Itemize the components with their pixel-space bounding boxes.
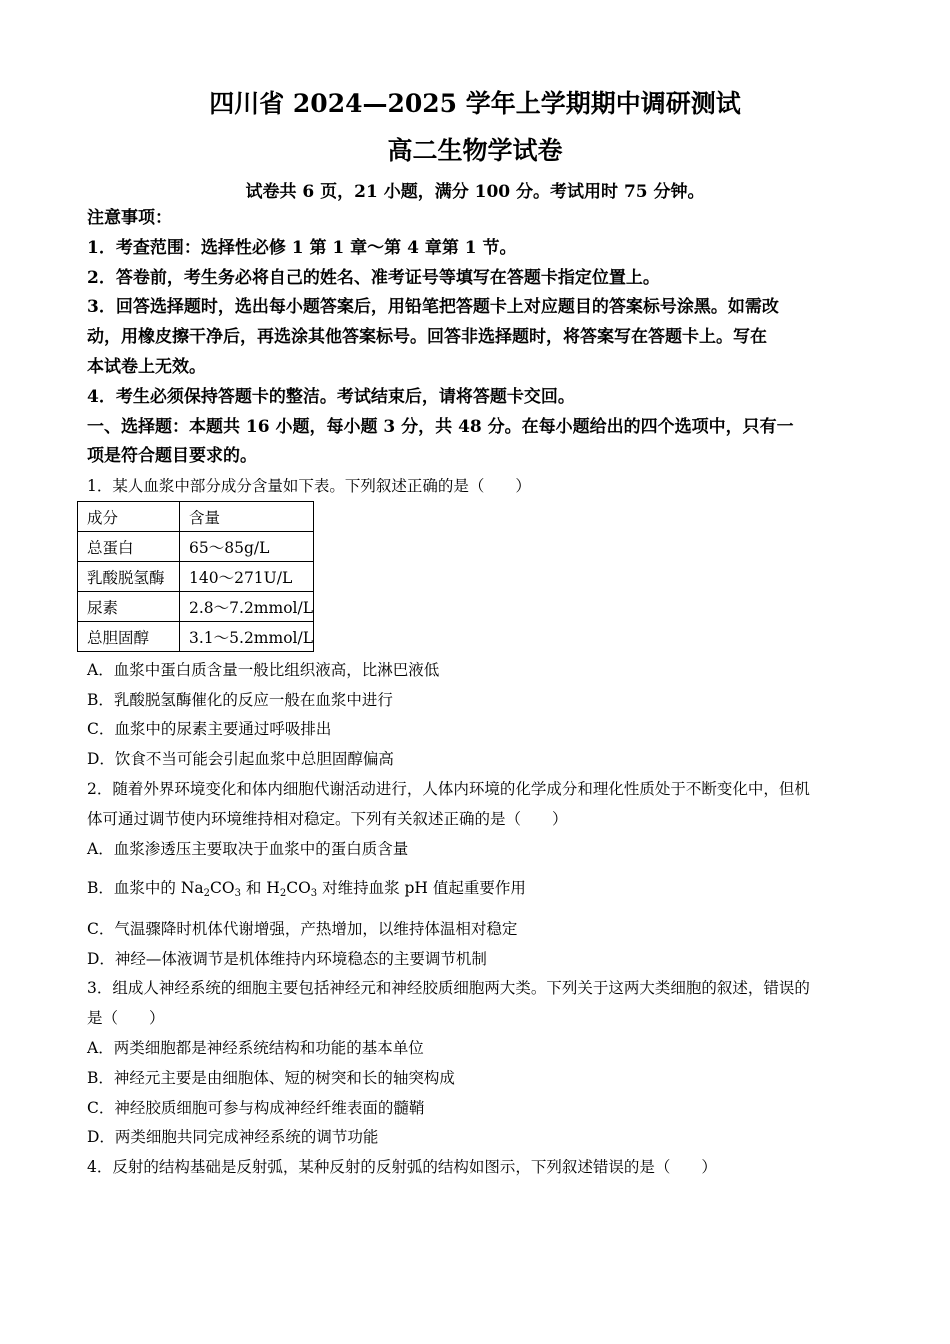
table-row (78, 592, 314, 622)
table-header-cell: 含量 (180, 502, 314, 532)
q1-option-a: A．血浆中蛋白质含量一般比组织液高，比淋巴液低 (87, 661, 440, 679)
q3-option-c: C．神经胶质细胞可参与构成神经纤维表面的髓鞘 (87, 1099, 425, 1117)
q2-option-c: C．气温骤降时机体代谢增强，产热增加，以维持体温相对稳定 (87, 920, 518, 938)
table-cell: 尿素 (78, 592, 180, 622)
table-row (78, 622, 314, 652)
q2-option-d: D．神经—体液调节是机体维持内环境稳态的主要调节机制 (87, 950, 487, 968)
notice-item-4: 4．考生必须保持答题卡的整洁。考试结束后，请将答题卡交回。 (87, 387, 575, 407)
table-cell: 140～271U/L (180, 562, 314, 592)
q2-option-b (87, 873, 867, 903)
table-cell: 总蛋白 (78, 532, 180, 562)
notice-item-2: 2．答卷前，考生务必将自己的姓名、准考证号等填写在答题卡指定位置上。 (87, 268, 660, 288)
q2-stem-line-1: 2．随着外界环境变化和体内细胞代谢活动进行，人体内环境的化学成分和理化性质处于不断变化中，但机 (87, 780, 810, 798)
q3-option-b: B．神经元主要是由细胞体、短的树突和长的轴突构成 (87, 1069, 455, 1087)
formula-part: CO (286, 879, 311, 897)
subscript: 3 (310, 888, 318, 899)
subscript: 2 (279, 888, 287, 899)
table-cell: 2.8～7.2mmol/L (180, 592, 314, 622)
formula-part: CO (210, 879, 235, 897)
table-header-cell: 成分 (78, 502, 180, 532)
table-cell: 3.1～5.2mmol/L (180, 622, 314, 652)
section-heading-line-2: 项是符合题目要求的。 (87, 446, 257, 466)
table-row (78, 562, 314, 592)
table-header-row (78, 502, 314, 532)
table-cell: 总胆固醇 (78, 622, 180, 652)
section-heading-line-1: 一、选择题：本题共 16 小题，每小题 3 分，共 48 分。在每小题给出的四个选项中，只有一 (87, 417, 794, 437)
notice-item-3-line-2: 动，用橡皮擦干净后，再选涂其他答案标号。回答非选择题时，将答案写在答题卡上。写在 (87, 327, 767, 347)
subscript: 3 (234, 888, 241, 899)
formula-part: 和 H (240, 879, 280, 897)
subscript: 2 (203, 888, 210, 899)
q2-option-b-suffix: 对维持血浆 pH 值起重要作用 (317, 879, 526, 897)
exam-title: 四川省 2024—2025 学年上学期期中调研测试 (209, 89, 741, 118)
q3-option-a: A．两类细胞都是神经系统结构和功能的基本单位 (87, 1039, 424, 1057)
table-row (78, 532, 314, 562)
q2-option-a: A．血浆渗透压主要取决于血浆中的蛋白质含量 (87, 840, 409, 858)
notice-item-1: 1．考查范围：选择性必修 1 第 1 章～第 4 章第 1 节。 (87, 238, 517, 258)
q1-table (77, 501, 314, 652)
q2-option-b-prefix: B．血浆中的 Na (87, 879, 204, 897)
q1-option-b: B．乳酸脱氢酶催化的反应一般在血浆中进行 (87, 691, 393, 709)
exam-info: 试卷共 6 页，21 小题，满分 100 分。考试用时 75 分钟。 (245, 182, 705, 202)
q3-stem-line-2: 是（ ） (87, 1009, 165, 1027)
q4-stem: 4．反射的结构基础是反射弧，某种反射的反射弧的结构如图示，下列叙述错误的是（ ） (87, 1158, 717, 1176)
q3-stem-line-1: 3．组成人神经系统的细胞主要包括神经元和神经胶质细胞两大类。下列关于这两大类细胞的叙述，错误的 (87, 979, 810, 997)
notice-heading: 注意事项： (87, 208, 172, 228)
notice-item-3-line-3: 本试卷上无效。 (87, 357, 206, 377)
q2-stem-line-2: 体可通过调节使内环境维持相对稳定。下列有关叙述正确的是（ ） (87, 810, 568, 828)
exam-subtitle: 高二生物学试卷 (387, 136, 563, 165)
q3-option-d: D．两类细胞共同完成神经系统的调节功能 (87, 1128, 379, 1146)
table-cell: 乳酸脱氢酶 (78, 562, 180, 592)
notice-item-3-line-1: 3．回答选择题时，选出每小题答案后，用铅笔把答题卡上对应题目的答案标号涂黑。如需改 (87, 297, 779, 317)
q1-stem: 1．某人血浆中部分成分含量如下表。下列叙述正确的是（ ） (87, 477, 531, 495)
q1-option-c: C．血浆中的尿素主要通过呼吸排出 (87, 720, 332, 738)
q1-option-d: D．饮食不当可能会引起血浆中总胆固醇偏高 (87, 750, 394, 768)
table-cell: 65～85g/L (180, 532, 314, 562)
